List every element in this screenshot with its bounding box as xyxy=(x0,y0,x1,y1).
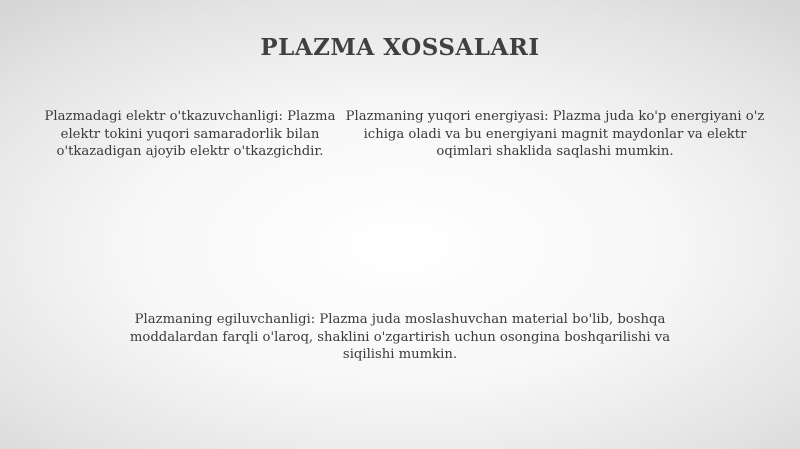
text-block-conductivity: Plazmadagi elektr o'tkazuvchanligi: Plazma elektr tokini yuqori samaradorlik bilan o'tkazadigan ajoyib elektr o'tkazgichdir. xyxy=(44,109,336,159)
text-block-energy: Plazmaning yuqori energiyasi: Plazma juda ko'p energiyani o'z ichiga oladi va bu energiyani magnit maydonlar va elektr oqimlari shaklida saqlashi mumkin. xyxy=(345,109,765,159)
slide-title: PLAZMA XOSSALARI xyxy=(260,34,540,61)
text-block-flexibility: Plazmaning egiluvchanligi: Plazma juda moslashuvchan material bo'lib, boshqa moddalardan farqli o'laroq, shaklini o'zgartirish uchun osongina boshqarilishi va siqilishi mumkin. xyxy=(129,312,671,362)
